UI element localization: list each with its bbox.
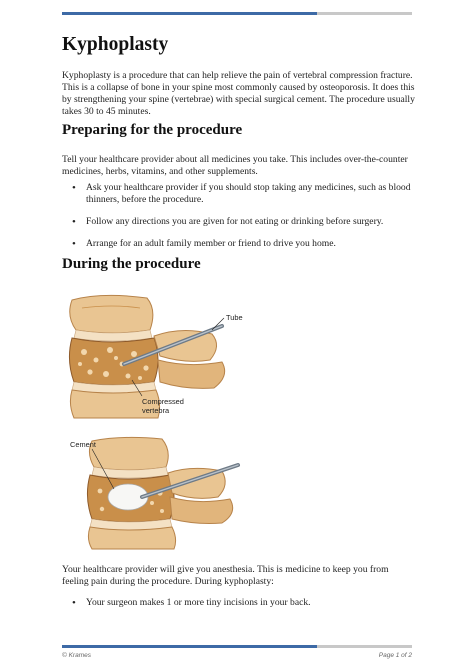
preparing-paragraph: Tell your healthcare provider about all medicines you take. This includes over-the-counter medicines, herbs, vitamins, and other supplements. [62, 154, 408, 177]
during-paragraph: Your healthcare provider will give you anesthesia. This is medicine to keep you from feeling pain during the procedure. During kyphoplasty: [62, 564, 389, 587]
label-compressed: Compressed [142, 397, 184, 406]
list-item: • Follow any directions you are given for not eating or drinking before surgery. [62, 216, 414, 228]
header-rule [62, 12, 412, 15]
page-title: Kyphoplasty [62, 34, 169, 55]
preparing-list [62, 182, 414, 250]
footer-rule [62, 645, 412, 648]
footer-copyright: © Krames [62, 652, 91, 659]
list-item: • Arrange for an adult family member or friend to drive you home. [62, 238, 414, 250]
section-heading-preparing: Preparing for the procedure [62, 122, 243, 138]
label-cement: Cement [70, 440, 96, 449]
section-heading-during: During the procedure [62, 256, 201, 272]
figure-compressed-vertebra [62, 290, 262, 420]
footer-page-number: Page 1 of 2 [378, 652, 412, 659]
label-tube: Tube [226, 313, 243, 322]
intro-paragraph: Kyphoplasty is a procedure that can help relieve the pain of vertebral compression fracture. This is a collapse of bone in your spine most commonly caused by osteoporosis. It does this by strengthening your spine (vertebrae) with special surgical cement. The procedure usually takes 30 to 45 minutes. [62, 70, 415, 117]
during-list [62, 597, 414, 609]
label-vertebra: vertebra [142, 406, 170, 415]
list-item: • Your surgeon makes 1 or more tiny incisions in your back. [62, 597, 414, 609]
list-item: • Ask your healthcare provider if you should stop taking any medicines, such as blood thinners, before the procedure. [62, 182, 414, 206]
figure-cement-vertebra [62, 435, 262, 550]
